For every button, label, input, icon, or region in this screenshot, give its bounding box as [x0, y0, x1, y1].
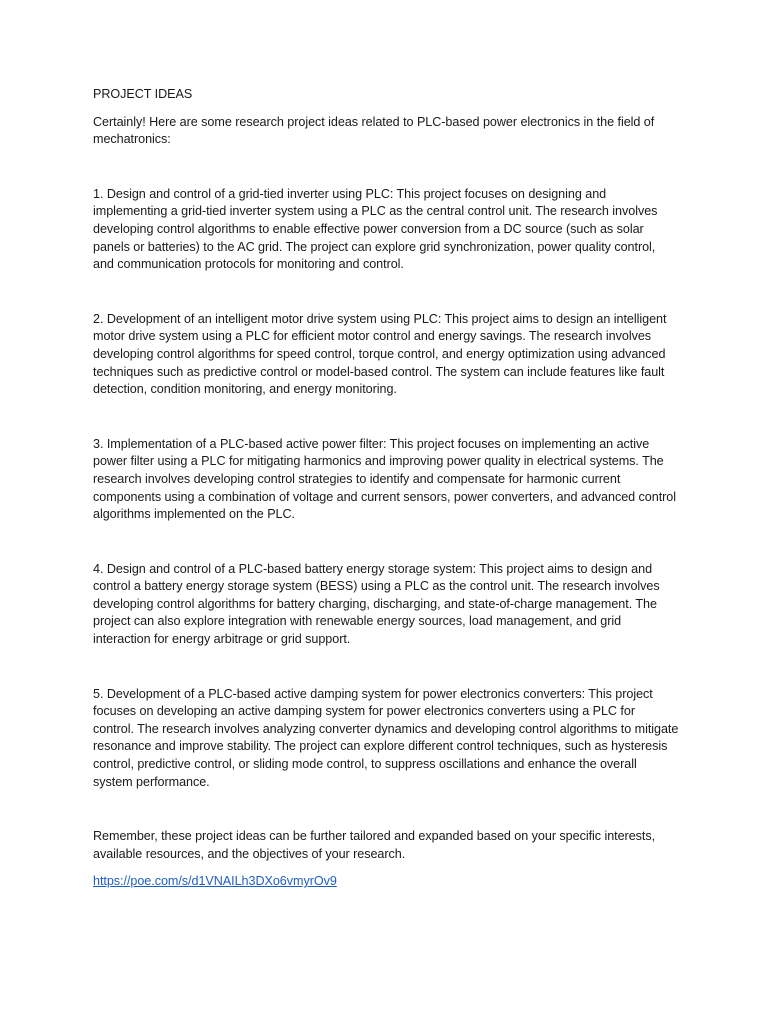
project-idea-4: 4. Design and control of a PLC-based battery energy storage system: This project aims to design and control a battery energy storage system (BESS) using a PLC as the control unit. The research involves developing control algorithms for battery charging, discharging, and state-of-charge management. The project can also explore integration with renewable energy sources, load management, and grid interaction for energy arbitrage or grid support.	[93, 561, 660, 647]
project-idea-2: 2. Development of an intelligent motor drive system using PLC: This project aims to design an intelligent motor drive system using a PLC for efficient motor control and energy savings. The research involves developing control algorithms for speed control, torque control, and energy optimization using advanced techniques such as predictive control or model-based control. The system can include features like fault detection, condition monitoring, and energy monitoring.	[93, 311, 667, 397]
page-title: PROJECT IDEAS	[93, 87, 193, 101]
project-idea-1: 1. Design and control of a grid-tied inverter using PLC: This project focuses on designing and implementing a grid-tied inverter system using a PLC as the central control unit. The research involves developing control algorithms to enable effective power conversion from a DC source (such as solar panels or batteries) to the AC grid. The project can explore grid synchronization, power quality control, and communication protocols for monitoring and control.	[93, 186, 658, 272]
project-idea-5: 5. Development of a PLC-based active damping system for power electronics converters: This project focuses on developing an active damping system for power electronics converters using a PLC for control. The research involves analyzing converter dynamics and developing control algorithms to mitigate resonance and improve stability. The project can explore different control techniques, such as hysteresis control, predictive control, or sliding mode control, to suppress oscillations and enhance the overall system performance.	[93, 686, 679, 789]
project-idea-3: 3. Implementation of a PLC-based active power filter: This project focuses on implementing an active power filter using a PLC for mitigating harmonics and improving power quality in electrical systems. The research involves developing control strategies to identify and compensate for harmonic current components using a combination of voltage and current sensors, power converters, and advanced control algorithms implemented on the PLC.	[93, 436, 677, 522]
intro-paragraph: Certainly! Here are some research project ideas related to PLC-based power electronics in the field of mechatronics:	[93, 114, 655, 147]
closing-paragraph: Remember, these project ideas can be further tailored and expanded based on your specific interests, available resources, and the objectives of your research.	[93, 829, 656, 861]
source-link[interactable]: https://poe.com/s/d1VNAILh3DXo6vmyrOv9	[93, 874, 337, 889]
document-page	[93, 86, 679, 891]
